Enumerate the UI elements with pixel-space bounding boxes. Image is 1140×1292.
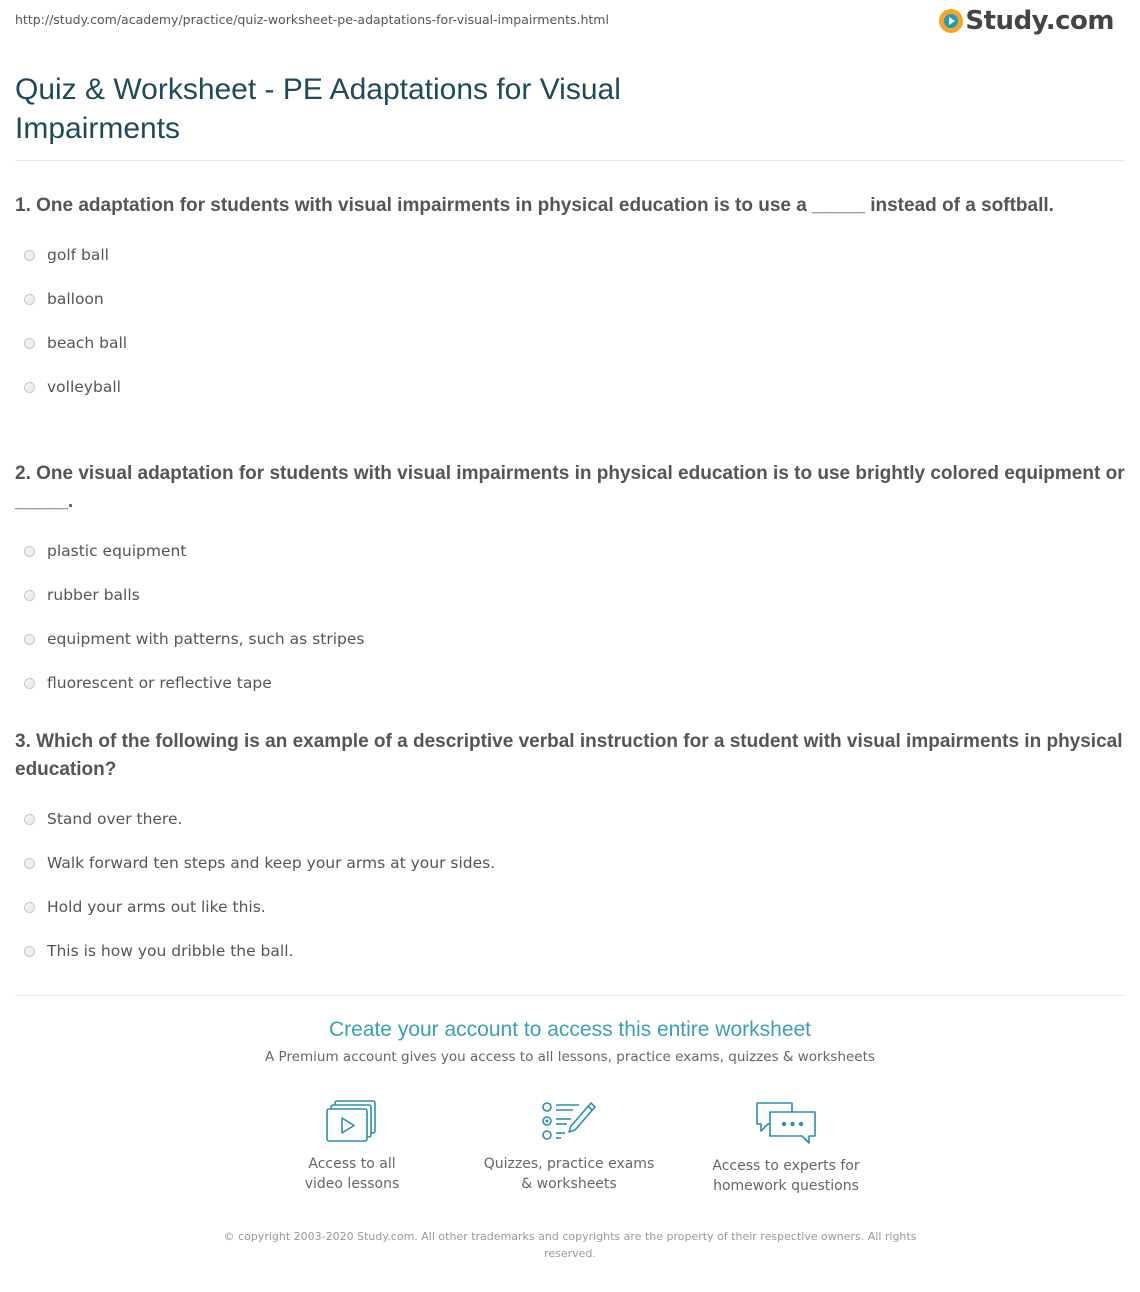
video-lessons-icon xyxy=(326,1100,378,1144)
question-text: 1. One adaptation for students with visual impairments in physical education is to use a _____ instead of a softball. xyxy=(15,195,1054,216)
radio-button[interactable] xyxy=(24,902,35,913)
feature-video-lessons xyxy=(262,1100,442,1194)
answer-option[interactable] xyxy=(15,365,1125,409)
answer-option[interactable] xyxy=(15,929,1125,973)
option-label: plastic equipment xyxy=(47,542,187,560)
radio-button[interactable] xyxy=(24,338,35,349)
answer-option[interactable] xyxy=(15,233,1125,277)
answer-option[interactable] xyxy=(15,321,1125,365)
study-logo-icon xyxy=(939,9,963,33)
question-text: 3. Which of the following is an example of a descriptive verbal instruction for a student with visual impairments in physical education? xyxy=(15,731,1123,780)
option-label: golf ball xyxy=(47,246,109,264)
option-label: beach ball xyxy=(47,334,128,352)
answer-options xyxy=(15,529,1125,705)
answer-options xyxy=(15,233,1125,409)
radio-button[interactable] xyxy=(24,946,35,957)
option-label: rubber balls xyxy=(47,586,140,604)
feature-experts xyxy=(696,1100,876,1196)
quiz-checklist-icon xyxy=(541,1100,597,1144)
option-label: fluorescent or reflective tape xyxy=(47,674,272,692)
option-label: Stand over there. xyxy=(47,810,183,828)
option-label: equipment with patterns, such as stripes xyxy=(47,630,365,648)
copyright-notice: © copyright 2003-2020 Study.com. All other trademarks and copyrights are the property of their respective owners. All rights reserved. xyxy=(223,1230,917,1260)
radio-button[interactable] xyxy=(24,294,35,305)
feature-label-line2: video lessons xyxy=(304,1176,400,1192)
feature-label-line1: Access to experts for xyxy=(712,1158,860,1174)
radio-button[interactable] xyxy=(24,678,35,689)
feature-label-line1: Quizzes, practice exams xyxy=(483,1156,655,1172)
radio-button[interactable] xyxy=(24,634,35,645)
radio-button[interactable] xyxy=(24,814,35,825)
answer-option[interactable] xyxy=(15,529,1125,573)
radio-button[interactable] xyxy=(24,590,35,601)
answer-option[interactable] xyxy=(15,841,1125,885)
answer-option[interactable] xyxy=(15,573,1125,617)
answer-option[interactable] xyxy=(15,885,1125,929)
option-label: balloon xyxy=(47,290,104,308)
title-divider xyxy=(15,160,1125,161)
radio-button[interactable] xyxy=(24,382,35,393)
question-text: 2. One visual adaptation for students with visual impairments in physical education is to use brightly colored equipment or _____. xyxy=(15,463,1125,512)
answer-option[interactable] xyxy=(15,661,1125,705)
answer-option[interactable] xyxy=(15,277,1125,321)
option-label: Walk forward ten steps and keep your arms at your sides. xyxy=(47,854,496,872)
logo-text: Study.com xyxy=(965,6,1114,36)
radio-button[interactable] xyxy=(24,858,35,869)
answer-options xyxy=(15,797,1125,973)
feature-label-line1: Access to all xyxy=(308,1156,396,1172)
cta-divider xyxy=(15,995,1125,996)
chat-bubbles-icon xyxy=(754,1100,818,1146)
radio-button[interactable] xyxy=(24,250,35,261)
page-url: http://study.com/academy/practice/quiz-worksheet-pe-adaptations-for-visual-impairments.html xyxy=(15,12,609,27)
page-title: Quiz & Worksheet - PE Adaptations for Visual Impairments xyxy=(15,73,621,145)
study-logo[interactable] xyxy=(939,6,1114,36)
option-label: Hold your arms out like this. xyxy=(47,898,266,916)
feature-label-line2: homework questions xyxy=(713,1178,859,1194)
question-1 xyxy=(15,192,1125,409)
question-3 xyxy=(15,728,1125,973)
answer-option[interactable] xyxy=(15,797,1125,841)
feature-quizzes xyxy=(479,1100,659,1194)
cta-subtitle: A Premium account gives you access to all lessons, practice exams, quizzes & worksheets xyxy=(265,1049,875,1065)
option-label: This is how you dribble the ball. xyxy=(47,942,294,960)
question-2 xyxy=(15,460,1125,705)
cta-title[interactable]: Create your account to access this entire worksheet xyxy=(328,1018,812,1041)
feature-label-line2: & worksheets xyxy=(521,1176,617,1192)
radio-button[interactable] xyxy=(24,546,35,557)
answer-option[interactable] xyxy=(15,617,1125,661)
option-label: volleyball xyxy=(47,378,121,396)
